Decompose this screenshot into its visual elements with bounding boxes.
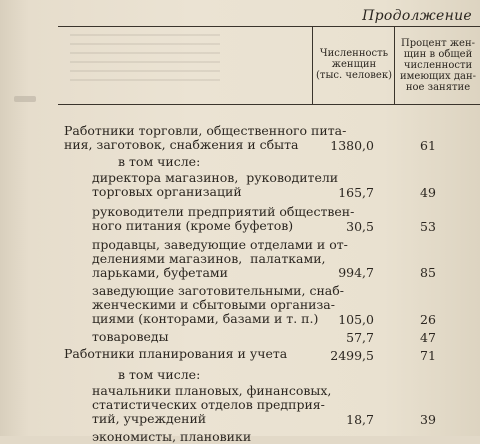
column-divider-1	[312, 26, 313, 104]
row-label-procurement-heads: заведующие заготовительными, снаб- женческими и сбытовыми организа- циями (конторами, базами и т. п.)	[92, 283, 344, 326]
table-top-rule	[58, 26, 480, 27]
row-percent-planning-dept-heads: 39	[420, 412, 436, 427]
page-edge-mark	[14, 96, 36, 102]
row-count-store-directors: 165,7	[338, 185, 374, 200]
row-label-planning-dept-heads: начальники плановых, финансовых, статистических отделов предприя- тий, учреждений	[92, 383, 332, 426]
row-label-store-directors: директора магазинов, руководители торговых организаций	[92, 170, 339, 199]
row-count-catering-managers: 30,5	[346, 219, 374, 234]
row-label-merchandisers: товароведы	[92, 329, 169, 344]
row-label-trade-workers: Работники торговли, общественного пита- ния, заготовок, снабжения и сбыта	[64, 123, 347, 152]
faded-header-text	[70, 34, 220, 84]
row-percent-catering-managers: 53	[420, 219, 436, 234]
continuation-label: Продолжение	[362, 8, 472, 24]
row-label-catering-managers: руководители предприятий обществен- ного питания (кроме буфетов)	[92, 204, 355, 233]
column-divider-2	[394, 26, 395, 104]
header-percent-women: Процент жен- щин в общей численности имеющих дан- ное занятие	[399, 38, 476, 93]
row-percent-trade-workers: 61	[420, 138, 436, 153]
row-count-merchandisers: 57,7	[346, 330, 374, 345]
row-count-planning-dept-heads: 18,7	[346, 412, 374, 427]
row-count-procurement-heads: 105,0	[338, 312, 374, 327]
row-subheading-including: в том числе:	[118, 154, 201, 169]
table-header-rule	[58, 104, 480, 105]
row-percent-planning-accounting: 71	[420, 348, 436, 363]
row-percent-merchandisers: 47	[420, 330, 436, 345]
row-percent-procurement-heads: 26	[420, 312, 436, 327]
row-count-trade-workers: 1380,0	[330, 138, 374, 153]
row-label-planning-accounting: Работники планирования и учета	[64, 346, 288, 361]
row-label-salespeople: продавцы, заведующие отделами и от- делениями магазинов, палатками, ларьками, буфетами	[92, 237, 348, 280]
row-subheading-including-2: в том числе:	[118, 367, 201, 382]
row-count-planning-accounting: 2499,5	[330, 348, 374, 363]
row-percent-salespeople: 85	[420, 265, 436, 280]
row-count-salespeople: 994,7	[338, 265, 374, 280]
header-women-count: Численность женщин (тыс. человек)	[316, 48, 392, 81]
row-label-economists: экономисты, плановики	[92, 429, 252, 444]
row-percent-store-directors: 49	[420, 185, 436, 200]
